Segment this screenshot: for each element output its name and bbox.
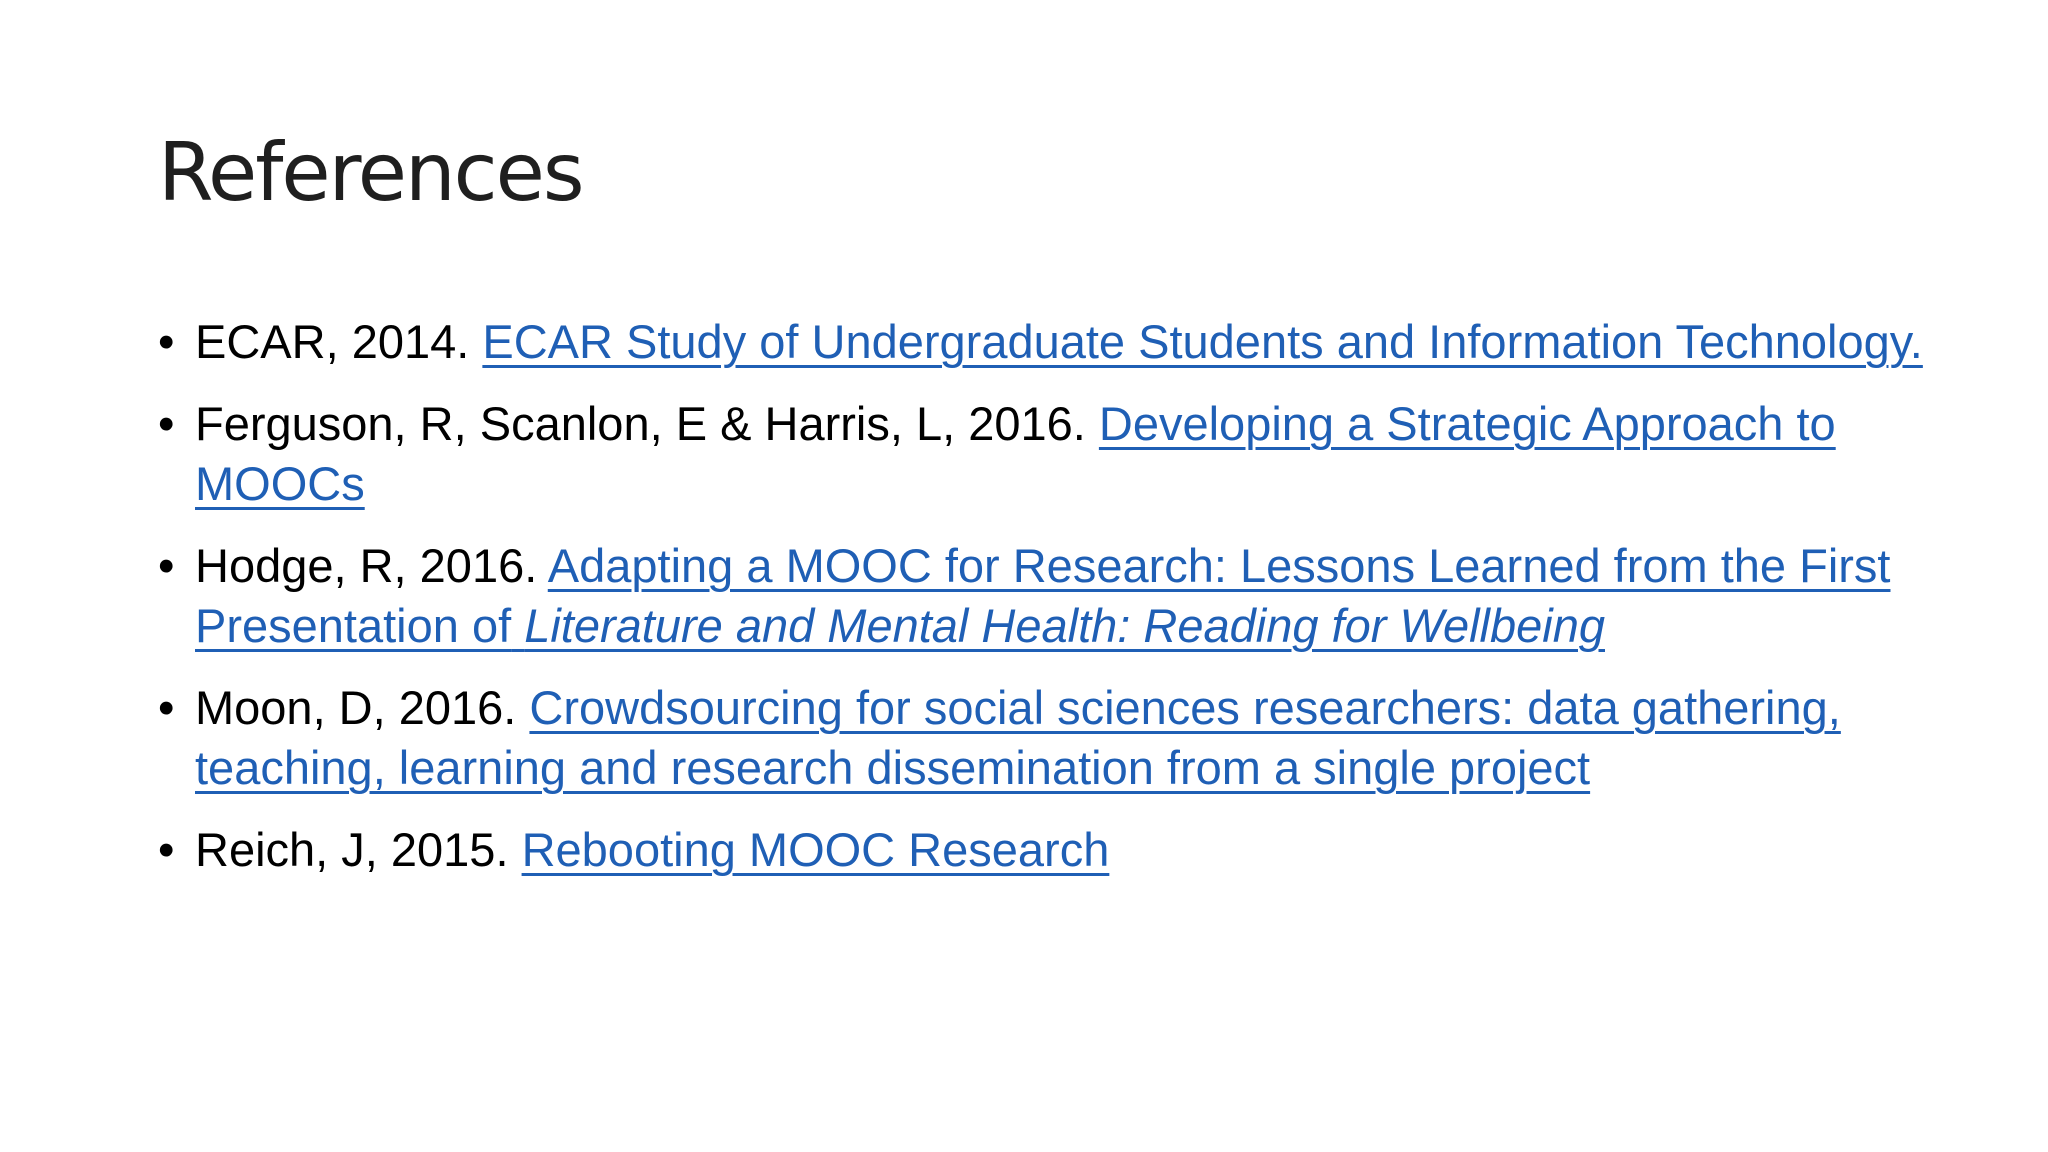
reference-link[interactable]: Developing a Strategic Approach to MOOCs [195,397,1836,510]
bullet: • [158,681,175,734]
reference-citation: Ferguson, R, Scanlon, E & Harris, L, 2016. [195,397,1086,450]
bullet: • [158,397,175,450]
reference-link[interactable]: ECAR Study of Undergraduate Students and Information Technology. [482,315,1923,368]
reference-link[interactable]: Crowdsourcing for social sciences researchers: data gathering, teaching, learning and research dissemination from a single project [195,681,1841,794]
reference-item [158,820,1958,880]
reference-link-text: Adapting a MOOC for Research: Lessons Learned from the First Presentation of [195,539,1891,652]
reference-citation: Hodge, R, 2016. [195,539,538,592]
reference-citation: Moon, D, 2016. [195,681,517,734]
reference-item [158,536,1958,656]
bullet: • [158,315,175,368]
reference-item [158,312,1958,372]
reference-item [158,394,1958,514]
references-list [158,312,1958,902]
reference-link-italic-title: Literature and Mental Health: Reading for Wellbeing [524,599,1605,652]
reference-item [158,678,1958,798]
reference-citation: ECAR, 2014. [195,315,470,368]
bullet: • [158,539,175,592]
slide-title: References [158,126,583,219]
reference-citation: Reich, J, 2015. [195,823,509,876]
bullet: • [158,823,175,876]
reference-link[interactable]: Rebooting MOOC Research [521,823,1110,876]
